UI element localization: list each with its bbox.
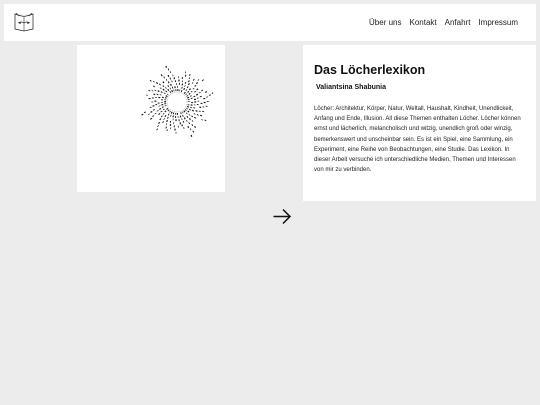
artwork-stroke (199, 92, 201, 93)
artwork-stroke (185, 85, 186, 87)
artwork-stroke (160, 118, 161, 119)
artwork-stroke (167, 117, 168, 119)
artwork-stroke (152, 90, 154, 91)
artwork-stroke (187, 97, 189, 98)
artwork-stroke (189, 109, 191, 110)
nav-link-impressum[interactable]: Impressum (478, 18, 518, 27)
artwork-stroke (195, 85, 196, 86)
artwork-stroke (183, 121, 184, 123)
artwork-stroke (184, 118, 185, 120)
artwork-stroke (166, 123, 167, 125)
artwork-stroke (187, 91, 188, 92)
book-face-logo-icon[interactable] (12, 10, 36, 34)
artwork-stroke (191, 91, 192, 92)
artwork-stroke (185, 82, 186, 84)
artwork-stroke (162, 97, 164, 98)
artwork-stroke (200, 115, 202, 116)
artwork-stroke (157, 129, 158, 131)
artwork-stroke (163, 109, 165, 110)
artwork-stroke (205, 92, 207, 93)
artwork-stroke (172, 87, 173, 89)
artwork-stroke (199, 111, 201, 112)
artwork-stroke (170, 115, 171, 117)
artwork-stroke (172, 90, 173, 92)
artwork-stroke (192, 116, 193, 117)
artwork-stroke (181, 90, 182, 92)
artwork-stroke (185, 94, 186, 95)
artwork-stroke (158, 91, 160, 92)
artwork-stroke (161, 116, 162, 117)
artwork-stroke (166, 108, 168, 109)
artwork-stroke (190, 96, 192, 97)
artwork-stroke (185, 75, 186, 77)
artwork-stroke (194, 113, 196, 114)
artwork-stroke (150, 118, 152, 119)
artwork-stroke (186, 108, 188, 109)
artwork-stroke (152, 116, 154, 117)
artwork-stroke (196, 82, 197, 83)
artwork-stroke (142, 114, 144, 115)
artwork-stroke (186, 113, 187, 114)
artwork-stroke (188, 111, 189, 112)
nav-link-anfahrt[interactable]: Anfahrt (444, 18, 471, 27)
artwork-stroke (163, 82, 164, 83)
artwork-stroke (185, 71, 186, 73)
artwork-stroke (170, 121, 171, 123)
artwork-stroke (201, 90, 203, 91)
project-text-card (303, 45, 536, 201)
artwork-stroke (149, 90, 151, 91)
artwork-stroke (194, 91, 196, 92)
artwork-stroke (189, 89, 190, 90)
artwork-stroke (167, 94, 168, 95)
artwork-stroke (164, 118, 165, 120)
artwork-stroke (168, 85, 169, 87)
artwork-stroke (190, 129, 191, 131)
project-title: Das Löcherlexikon (314, 63, 426, 77)
artwork-stroke (189, 122, 190, 124)
artwork-stroke (159, 113, 161, 114)
artwork-stroke (182, 112, 183, 114)
artwork-stroke (184, 88, 185, 90)
artwork-stroke (162, 107, 164, 108)
artwork-stroke (157, 94, 159, 95)
artwork-stroke (182, 87, 183, 89)
artwork-stroke (160, 88, 161, 89)
artwork-stroke (165, 87, 166, 88)
artwork-stroke (161, 92, 163, 93)
artwork-stroke (195, 126, 196, 128)
artwork-center-ring (167, 92, 187, 112)
artwork-stroke (170, 91, 171, 93)
artwork-stroke (161, 111, 163, 112)
artwork-stroke (189, 77, 190, 79)
artwork-stroke (170, 78, 171, 80)
artwork-stroke (189, 118, 190, 120)
artwork-stroke (166, 127, 167, 129)
artwork-stroke (170, 124, 171, 126)
artwork-stroke (166, 91, 167, 92)
artwork-stroke (164, 77, 165, 79)
artwork-stroke (153, 81, 154, 82)
artwork-stroke (181, 112, 182, 114)
artwork-stroke (159, 84, 160, 85)
artwork-stroke (193, 96, 195, 97)
artwork-stroke (154, 90, 156, 91)
artwork-stroke (198, 79, 199, 80)
artwork-stroke (205, 120, 207, 121)
artwork-stroke (154, 94, 156, 95)
artwork-stroke (197, 89, 199, 90)
nav-link-ueber-uns[interactable]: Über uns (369, 18, 402, 27)
artwork-stroke (168, 75, 169, 77)
artwork-stroke (192, 124, 193, 126)
artwork-stroke (188, 126, 189, 128)
artwork-stroke (186, 120, 187, 122)
artwork-stroke (153, 110, 155, 111)
artwork-stroke (189, 93, 191, 94)
artwork-stroke (170, 88, 171, 90)
artwork-stroke (186, 89, 187, 91)
artwork-stroke (168, 89, 169, 90)
artwork-stroke (171, 84, 172, 86)
artwork-stroke (163, 89, 164, 90)
artwork-stroke (187, 106, 189, 107)
artwork-stroke (166, 79, 167, 81)
artwork-stroke (171, 112, 172, 114)
artwork-stroke (148, 114, 150, 115)
artwork-stroke (184, 111, 185, 112)
artwork-stroke (155, 113, 157, 114)
artwork-stroke (160, 95, 162, 96)
project-image-card[interactable] (77, 45, 225, 192)
project-description: Löcher: Architektur, Körper, Natur, Weltall, Haushalt, Kindheit, Unendlickeit, Anfang und Ende, Illusion. All diese Themen enthalten Löcher. Löcher können ernst und lächerlich, melancholisch und witzig, unendlich groß oder winzig, bemerkenswert und unscheinbar sein. Es ist ein Spiel, eine Sammlung, ein Experiment, eine Reihe von Beobachtungen, eine Studie. Das Lexikon. In dieser Arbeit versuche ich unterschiedliche Medien, Themen und Interessen von mir zu verbinden. (314, 106, 521, 174)
artwork-stroke (187, 86, 188, 88)
artwork-stroke (161, 74, 162, 76)
artwork-stroke (167, 120, 168, 122)
artwork-stroke (168, 81, 169, 83)
artwork-stroke (168, 110, 169, 111)
artwork-stroke (202, 80, 203, 81)
radial-typography-sun-artwork (141, 56, 213, 140)
artwork-stroke (156, 82, 157, 83)
site-header (4, 4, 536, 41)
artwork-stroke (169, 111, 170, 113)
artwork-stroke (197, 114, 199, 115)
arrow-right-icon[interactable] (272, 208, 292, 225)
artwork-stroke (150, 80, 151, 81)
artwork-stroke (167, 129, 168, 131)
artwork-stroke (186, 95, 188, 96)
artwork-stroke (193, 131, 194, 133)
artwork-stroke (157, 110, 159, 111)
artwork-stroke (165, 105, 167, 106)
artwork-stroke (184, 92, 185, 93)
artwork-stroke (165, 98, 167, 99)
artwork-stroke (190, 107, 192, 108)
artwork-stroke (173, 113, 174, 115)
artwork-stroke (185, 109, 186, 110)
artwork-stroke (192, 110, 194, 111)
artwork-stroke (151, 112, 153, 113)
artwork-stroke (153, 86, 155, 87)
artwork-stroke (168, 114, 169, 116)
artwork-stroke (164, 93, 166, 94)
main-nav (369, 18, 518, 27)
artwork-stroke (163, 121, 164, 123)
artwork-stroke (189, 74, 190, 76)
artwork-stroke (183, 115, 184, 117)
artwork-stroke (193, 88, 194, 89)
artwork-stroke (144, 112, 146, 113)
artwork-stroke (201, 119, 203, 120)
artwork-stroke (157, 125, 158, 126)
artwork-stroke (182, 84, 183, 86)
artwork-stroke (193, 79, 194, 81)
artwork-stroke (187, 116, 188, 118)
artwork-stroke (165, 115, 166, 116)
artwork-stroke (163, 113, 164, 114)
artwork-stroke (188, 81, 189, 83)
artwork-stroke (158, 122, 159, 123)
artwork-stroke (166, 66, 167, 68)
artwork-stroke (192, 120, 193, 121)
artwork-stroke (202, 111, 204, 112)
artwork-stroke (196, 94, 198, 95)
artwork-stroke (166, 96, 168, 97)
project-author: Valiantsina Shabunia (316, 84, 387, 91)
artwork-stroke (165, 111, 166, 112)
artwork-stroke (188, 83, 189, 85)
artwork-stroke (192, 82, 193, 83)
artwork-stroke (193, 108, 195, 109)
nav-link-kontakt[interactable]: Kontakt (409, 18, 437, 27)
artwork-stroke (163, 85, 164, 86)
artwork-stroke (194, 117, 195, 118)
artwork-stroke (159, 109, 161, 110)
artwork-stroke (196, 111, 198, 112)
artwork-stroke (191, 135, 192, 137)
artwork-stroke (189, 114, 190, 115)
